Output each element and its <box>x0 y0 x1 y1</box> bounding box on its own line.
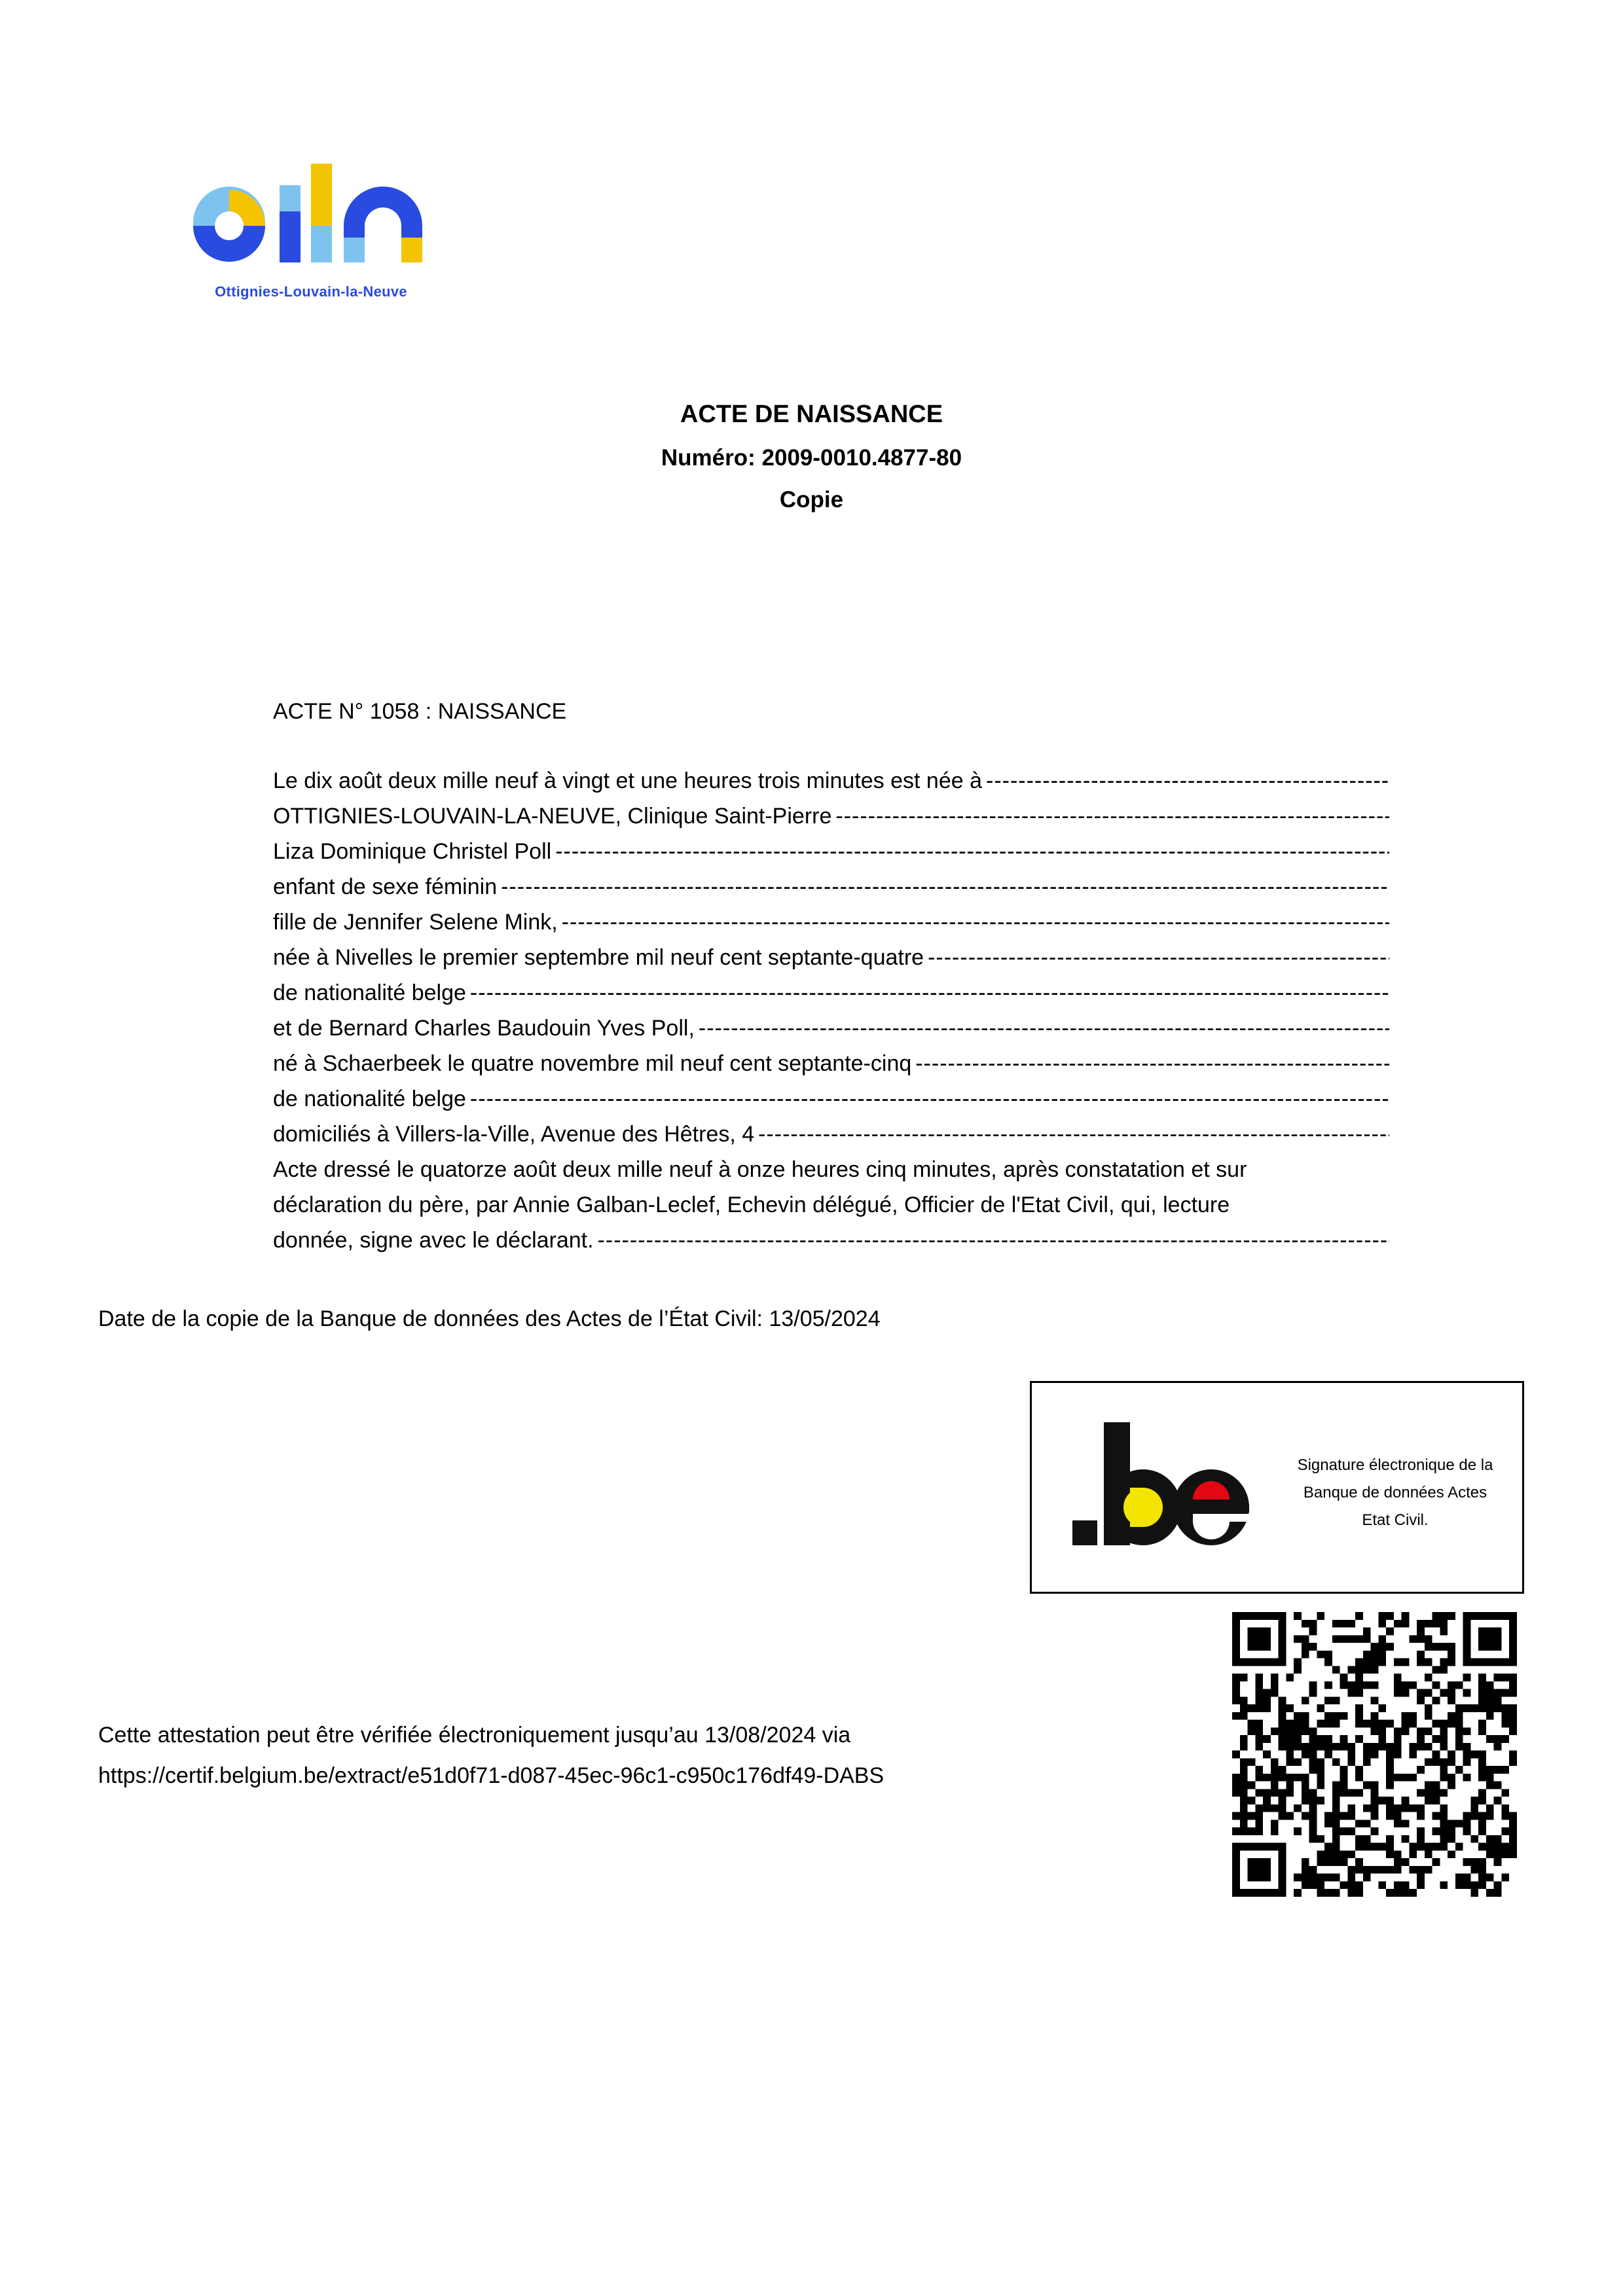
qr-code-icon <box>1232 1612 1517 1897</box>
olln-logo-icon <box>193 160 429 278</box>
dash-filler <box>699 1016 1389 1041</box>
acte-line: domiciliés à Villers-la-Ville, Avenue des Hêtres, 4 ----- <box>273 1122 1389 1152</box>
acte-line: et de Bernard Charles Baudouin Yves Poll, ----- <box>273 1016 1389 1046</box>
dash-filler <box>555 839 1389 865</box>
verification-text <box>98 1715 884 1796</box>
signature-text: Signature électronique de la Banque de données Actes Etat Civil. <box>1297 1456 1493 1529</box>
be-logo-icon <box>1072 1422 1249 1553</box>
dash-filler <box>562 910 1389 935</box>
dash-filler <box>470 980 1389 1006</box>
acte-line: OTTIGNIES-LOUVAIN-LA-NEUVE, Clinique Saint-Pierre ----- <box>273 804 1389 834</box>
document-title: ACTE DE NAISSANCE <box>680 401 943 428</box>
verification-url[interactable]: https://certif.belgium.be/extract/e51d0f71-d087-45ec-96c1-c950c176df49-DABS <box>98 1763 884 1788</box>
acte-line: Le dix août deux mille neuf à vingt et une heures trois minutes est née à ----- <box>273 768 1389 798</box>
copy-date: Date de la copie de la Banque de données des Actes de l’État Civil: 13/05/2024 <box>98 1306 881 1331</box>
acte-line: née à Nivelles le premier septembre mil neuf cent septante-quatre ----- <box>273 945 1389 975</box>
municipality-logo <box>193 160 442 311</box>
acte-line: fille de Jennifer Selene Mink, ----- <box>273 910 1389 940</box>
verification-line: Cette attestation peut être vérifiée électroniquement jusqu’au 13/08/2024 via <box>98 1723 851 1748</box>
dash-filler <box>915 1051 1389 1077</box>
document-number: Numéro: 2009-0010.4877-80 <box>661 445 962 471</box>
acte-line: déclaration du père, par Annie Galban-Leclef, Echevin délégué, Officier de l'Etat Civil, qui, lecture <box>273 1193 1230 1217</box>
acte-line: né à Schaerbeek le quatre novembre mil neuf cent septante-cinq ----- <box>273 1051 1389 1081</box>
dash-filler <box>470 1086 1389 1112</box>
acte-line: Acte dressé le quatorze août deux mille neuf à onze heures cinq minutes, après constatation et sur <box>273 1157 1247 1182</box>
dash-filler <box>501 874 1389 900</box>
dash-filler <box>928 945 1389 971</box>
electronic-signature-box <box>1030 1381 1524 1594</box>
acte-line: Liza Dominique Christel Poll ----- <box>273 839 1389 869</box>
dash-filler <box>598 1228 1389 1253</box>
document-copy-label: Copie <box>779 487 844 512</box>
dash-filler <box>835 804 1389 829</box>
acte-title: ACTE N° 1058 : NAISSANCE <box>273 699 567 724</box>
dash-filler <box>986 768 1389 794</box>
acte-line: de nationalité belge ----- <box>273 980 1389 1011</box>
dash-filler <box>758 1122 1389 1147</box>
acte-line: donnée, signe avec le déclarant. ----- <box>273 1228 1389 1258</box>
acte-line: de nationalité belge ----- <box>273 1086 1389 1117</box>
acte-line: enfant de sexe féminin ----- <box>273 874 1389 905</box>
logo-caption: Ottignies-Louvain-la-Neuve <box>215 283 407 300</box>
